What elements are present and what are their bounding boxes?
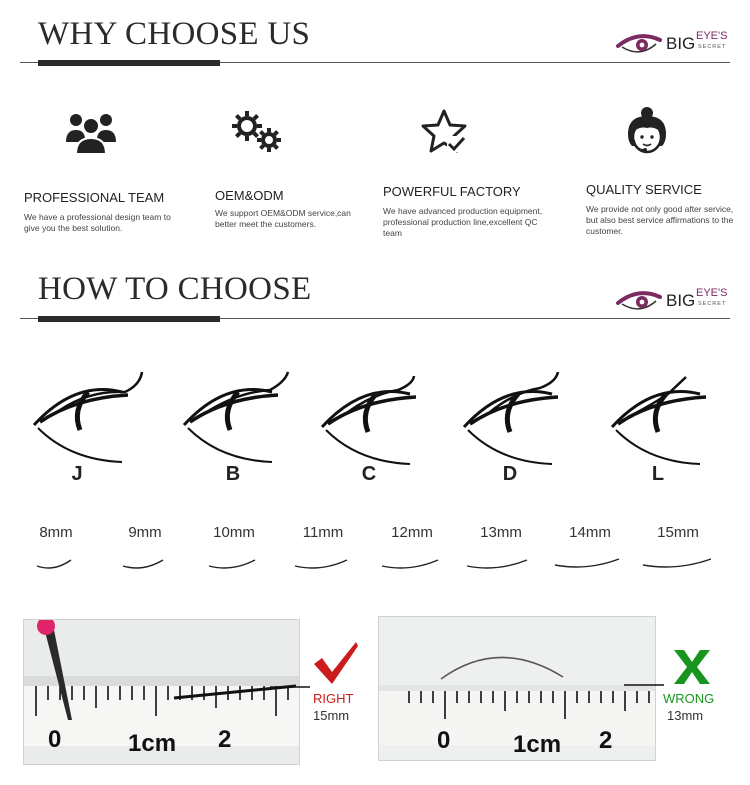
curl-label-d: D <box>502 463 518 485</box>
feature-professional-team <box>24 108 189 238</box>
curl-label-c: C <box>361 463 377 485</box>
brand-big: BIG <box>666 291 696 310</box>
team-icon <box>64 108 118 158</box>
curl-label-l: L <box>651 463 665 485</box>
brand-secret: SECRET <box>698 301 727 307</box>
lash-curve-12mm <box>381 556 439 572</box>
why-choose-us-title: WHY CHOOSE US <box>38 16 311 52</box>
feature-oem-odm <box>215 108 380 238</box>
curl-label-b: B <box>225 463 241 485</box>
eye-curl-b <box>180 370 300 465</box>
lash-curve-15mm <box>642 555 712 571</box>
customer-service-icon <box>622 106 672 158</box>
eye-curl-l <box>608 372 728 467</box>
feature-title: PROFESSIONAL TEAM <box>24 190 165 205</box>
right-verdict-value: 15mm <box>313 708 350 723</box>
gears-icon <box>229 108 285 156</box>
feature-title: POWERFUL FACTORY <box>383 184 521 199</box>
brand-eyes: EYE'S <box>696 30 728 42</box>
ruler-label-0: 0 <box>48 726 62 753</box>
feature-desc: We have advanced production equipment, professional production line,excellent QC team <box>383 206 543 238</box>
feature-powerful-factory <box>383 108 548 238</box>
feature-title: OEM&ODM <box>215 188 284 203</box>
length-label: 9mm <box>128 524 162 541</box>
how-divider-accent <box>38 316 220 322</box>
cross-mark-icon <box>672 648 712 686</box>
ruler-label-2: 2 <box>599 727 613 754</box>
brand-logo <box>616 287 734 315</box>
brand-secret: SECRET <box>698 44 727 50</box>
feature-desc: We have a professional design team to give you the best solution. <box>24 212 171 233</box>
brand-logo <box>616 30 734 58</box>
ruler-label-1cm: 1cm <box>513 731 562 758</box>
how-to-choose-title: HOW TO CHOOSE <box>38 271 312 307</box>
lash-curve-9mm <box>122 556 164 572</box>
length-label: 8mm <box>39 524 73 541</box>
length-label: 10mm <box>213 524 255 541</box>
feature-desc: We provide not only good after service, but also best service affirmations to the customer. <box>586 204 734 236</box>
star-check-icon <box>419 108 469 154</box>
check-mark-icon <box>312 640 360 686</box>
lash-curve-14mm <box>554 555 620 571</box>
eye-curl-d <box>460 372 580 467</box>
brand-eyes: EYE'S <box>696 287 728 299</box>
ruler-label-1cm: 1cm <box>128 730 177 757</box>
right-verdict-label: RIGHT <box>313 691 354 706</box>
ruler-label-2: 2 <box>218 726 232 753</box>
eye-curl-c <box>318 372 438 467</box>
lash-curve-10mm <box>208 556 256 572</box>
wrong-verdict-label: WRONG <box>663 691 715 706</box>
brand-eye-icon <box>616 289 664 313</box>
eye-curl-j <box>30 370 150 465</box>
length-label: 11mm <box>302 524 344 541</box>
wrong-verdict-value: 13mm <box>667 708 704 723</box>
length-label: 12mm <box>391 524 433 541</box>
feature-title: QUALITY SERVICE <box>586 182 702 197</box>
lash-curve-8mm <box>36 556 72 572</box>
length-label: 14mm <box>569 524 611 541</box>
why-divider-accent <box>38 60 220 66</box>
measure-photo-wrong <box>378 616 656 761</box>
length-label: 15mm <box>657 524 699 541</box>
feature-quality-service <box>586 106 750 236</box>
lash-curve-11mm <box>294 556 348 572</box>
right-pointer-line <box>270 682 310 692</box>
brand-eye-icon <box>616 32 664 56</box>
wrong-pointer-line <box>624 680 664 690</box>
length-label: 13mm <box>480 524 522 541</box>
ruler-label-0: 0 <box>437 727 451 754</box>
feature-desc: We support OEM&ODM service,can better meet the customers. <box>215 208 351 229</box>
curl-label-j: J <box>71 463 83 485</box>
lash-curve-13mm <box>466 556 528 572</box>
brand-big: BIG <box>666 34 696 53</box>
measure-photo-right <box>23 619 300 765</box>
